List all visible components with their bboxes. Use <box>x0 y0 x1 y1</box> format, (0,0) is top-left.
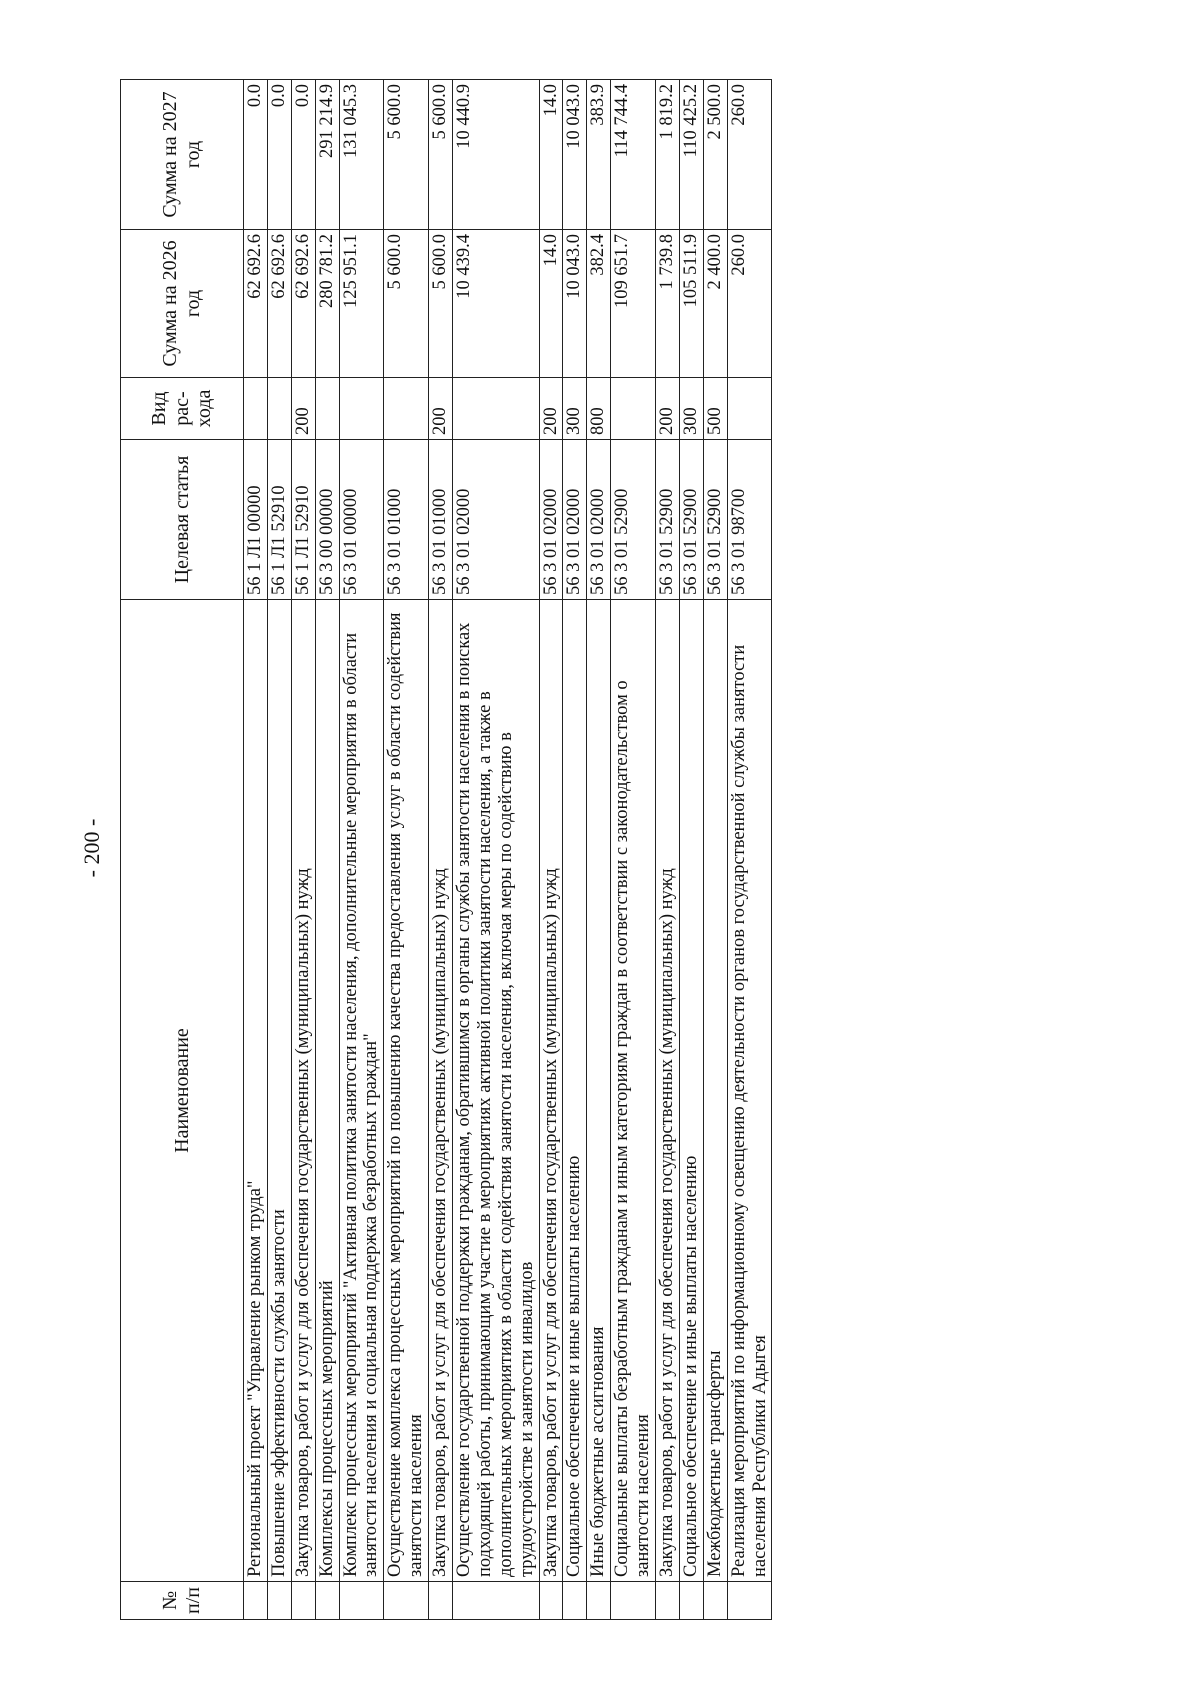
table-row <box>384 80 429 1620</box>
row-number <box>453 1582 540 1620</box>
row-sum-2027: 110 425.2 <box>679 80 703 230</box>
row-number <box>703 1582 727 1620</box>
row-target-article: 56 3 01 00000 <box>339 440 384 600</box>
row-sum-2027: 5 600.0 <box>384 80 429 230</box>
row-name: Региональный проект "Управление рынком труда" <box>244 600 268 1582</box>
row-sum-2026: 280 781.2 <box>315 230 339 378</box>
row-name: Иные бюджетные ассигнования <box>587 600 611 1582</box>
row-target-article: 56 3 01 52900 <box>611 440 656 600</box>
header-number: № п/п <box>121 1582 244 1620</box>
row-sum-2027: 0.0 <box>291 80 315 230</box>
row-name: Закупка товаров, работ и услуг для обеспечения государственных (муниципальных) нужд <box>539 600 563 1582</box>
row-name: Повышение эффективности службы занятости <box>267 600 291 1582</box>
row-sum-2026: 125 951.1 <box>339 230 384 378</box>
row-name: Осуществление государственной поддержки гражданам, обратившимся в органы службы занятости населения в поисках подходящей работы, принимающим участие в мероприятиях активной политики занятости населения, а также в дополнительных мероприятиях в области содействия занятости населения, включая меры по содействию в трудоустройстве и занятости инвалидов <box>453 600 540 1582</box>
table-row <box>563 80 587 1620</box>
row-target-article: 56 1 Л1 52910 <box>291 440 315 600</box>
table-row <box>587 80 611 1620</box>
row-name: Реализация мероприятий по информационному освещению деятельности органов государственной службы занятости населения Республики Адыгея <box>727 600 772 1582</box>
table-row <box>291 80 315 1620</box>
row-sum-2027: 291 214.9 <box>315 80 339 230</box>
row-sum-2027: 10 440.9 <box>453 80 540 230</box>
row-name: Закупка товаров, работ и услуг для обеспечения государственных (муниципальных) нужд <box>291 600 315 1582</box>
row-name: Социальное обеспечение и иные выплаты населению <box>679 600 703 1582</box>
row-sum-2026: 109 651.7 <box>611 230 656 378</box>
row-number <box>291 1582 315 1620</box>
row-number <box>339 1582 384 1620</box>
row-sum-2026: 5 600.0 <box>429 230 453 378</box>
row-sum-2027: 0.0 <box>244 80 268 230</box>
row-name: Закупка товаров, работ и услуг для обеспечения государственных (муниципальных) нужд <box>656 600 680 1582</box>
row-target-article: 56 3 00 00000 <box>315 440 339 600</box>
row-number <box>315 1582 339 1620</box>
row-sum-2026: 62 692.6 <box>291 230 315 378</box>
table-row <box>244 80 268 1620</box>
table-row <box>453 80 540 1620</box>
row-expense-type: 800 <box>587 378 611 440</box>
row-expense-type: 200 <box>539 378 563 440</box>
row-expense-type <box>727 378 772 440</box>
row-number <box>429 1582 453 1620</box>
table-row <box>679 80 703 1620</box>
row-sum-2026: 62 692.6 <box>244 230 268 378</box>
row-sum-2027: 114 744.4 <box>611 80 656 230</box>
row-expense-type <box>315 378 339 440</box>
row-target-article: 56 3 01 98700 <box>727 440 772 600</box>
row-expense-type <box>267 378 291 440</box>
row-sum-2027: 131 045.3 <box>339 80 384 230</box>
row-sum-2026: 5 600.0 <box>384 230 429 378</box>
row-sum-2026: 105 511.9 <box>679 230 703 378</box>
row-target-article: 56 3 01 52900 <box>703 440 727 600</box>
table-row <box>267 80 291 1620</box>
row-expense-type: 300 <box>563 378 587 440</box>
row-name: Комплексы процессных мероприятий <box>315 600 339 1582</box>
row-sum-2027: 10 043.0 <box>563 80 587 230</box>
row-target-article: 56 3 01 02000 <box>587 440 611 600</box>
row-expense-type: 300 <box>679 378 703 440</box>
row-sum-2027: 383.9 <box>587 80 611 230</box>
row-sum-2026: 382.4 <box>587 230 611 378</box>
table-row <box>703 80 727 1620</box>
row-number <box>587 1582 611 1620</box>
row-target-article: 56 3 01 02000 <box>563 440 587 600</box>
row-sum-2026: 260.0 <box>727 230 772 378</box>
row-name: Социальное обеспечение и иные выплаты населению <box>563 600 587 1582</box>
row-expense-type: 200 <box>656 378 680 440</box>
row-target-article: 56 3 01 52900 <box>656 440 680 600</box>
row-sum-2026: 62 692.6 <box>267 230 291 378</box>
table-row <box>539 80 563 1620</box>
row-sum-2027: 2 500.0 <box>703 80 727 230</box>
rotated-page-content <box>120 80 1060 1620</box>
budget-table <box>120 79 772 1620</box>
table-row <box>727 80 772 1620</box>
row-sum-2027: 260.0 <box>727 80 772 230</box>
row-expense-type <box>244 378 268 440</box>
row-target-article: 56 3 01 52900 <box>679 440 703 600</box>
row-expense-type <box>611 378 656 440</box>
row-target-article: 56 3 01 01000 <box>429 440 453 600</box>
row-name: Закупка товаров, работ и услуг для обеспечения государственных (муниципальных) нужд <box>429 600 453 1582</box>
header-sum-2027: Сумма на 2027 год <box>121 80 244 230</box>
row-name: Социальные выплаты безработным гражданам и иным категориям граждан в соответствии с законодательством о занятости населения <box>611 600 656 1582</box>
row-expense-type: 500 <box>703 378 727 440</box>
row-sum-2027: 0.0 <box>267 80 291 230</box>
row-number <box>727 1582 772 1620</box>
row-name: Осуществление комплекса процессных мероприятий по повышению качества предоставления услуг в области содействия занятости населения <box>384 600 429 1582</box>
row-number <box>539 1582 563 1620</box>
row-sum-2026: 14.0 <box>539 230 563 378</box>
row-sum-2027: 14.0 <box>539 80 563 230</box>
row-number <box>563 1582 587 1620</box>
header-sum-2026: Сумма на 2026 год <box>121 230 244 378</box>
header-target-article: Целевая статья <box>121 440 244 600</box>
row-expense-type <box>339 378 384 440</box>
row-expense-type <box>453 378 540 440</box>
row-sum-2026: 10 043.0 <box>563 230 587 378</box>
row-number <box>384 1582 429 1620</box>
row-target-article: 56 1 Л1 00000 <box>244 440 268 600</box>
row-expense-type: 200 <box>429 378 453 440</box>
row-name: Межбюджетные трансферты <box>703 600 727 1582</box>
page-number: - 200 - <box>79 818 104 878</box>
row-sum-2027: 1 819.2 <box>656 80 680 230</box>
table-row <box>611 80 656 1620</box>
row-sum-2026: 10 439.4 <box>453 230 540 378</box>
row-number <box>611 1582 656 1620</box>
row-expense-type <box>384 378 429 440</box>
row-target-article: 56 3 01 02000 <box>453 440 540 600</box>
row-number <box>244 1582 268 1620</box>
row-number <box>267 1582 291 1620</box>
row-target-article: 56 3 01 01000 <box>384 440 429 600</box>
table-row <box>429 80 453 1620</box>
table-row <box>339 80 384 1620</box>
row-sum-2026: 2 400.0 <box>703 230 727 378</box>
table-row <box>315 80 339 1620</box>
table-header-row <box>121 80 244 1620</box>
row-number <box>679 1582 703 1620</box>
table-row <box>656 80 680 1620</box>
row-sum-2026: 1 739.8 <box>656 230 680 378</box>
row-target-article: 56 3 01 02000 <box>539 440 563 600</box>
row-name: Комплекс процессных мероприятий "Активная политика занятости населения, дополнительные мероприятия в области занятости населения и социальная поддержка безработных граждан" <box>339 600 384 1582</box>
header-expense-type: Вид рас- хода <box>121 378 244 440</box>
header-name: Наименование <box>121 600 244 1582</box>
row-number <box>656 1582 680 1620</box>
row-target-article: 56 1 Л1 52910 <box>267 440 291 600</box>
row-expense-type: 200 <box>291 378 315 440</box>
row-sum-2027: 5 600.0 <box>429 80 453 230</box>
